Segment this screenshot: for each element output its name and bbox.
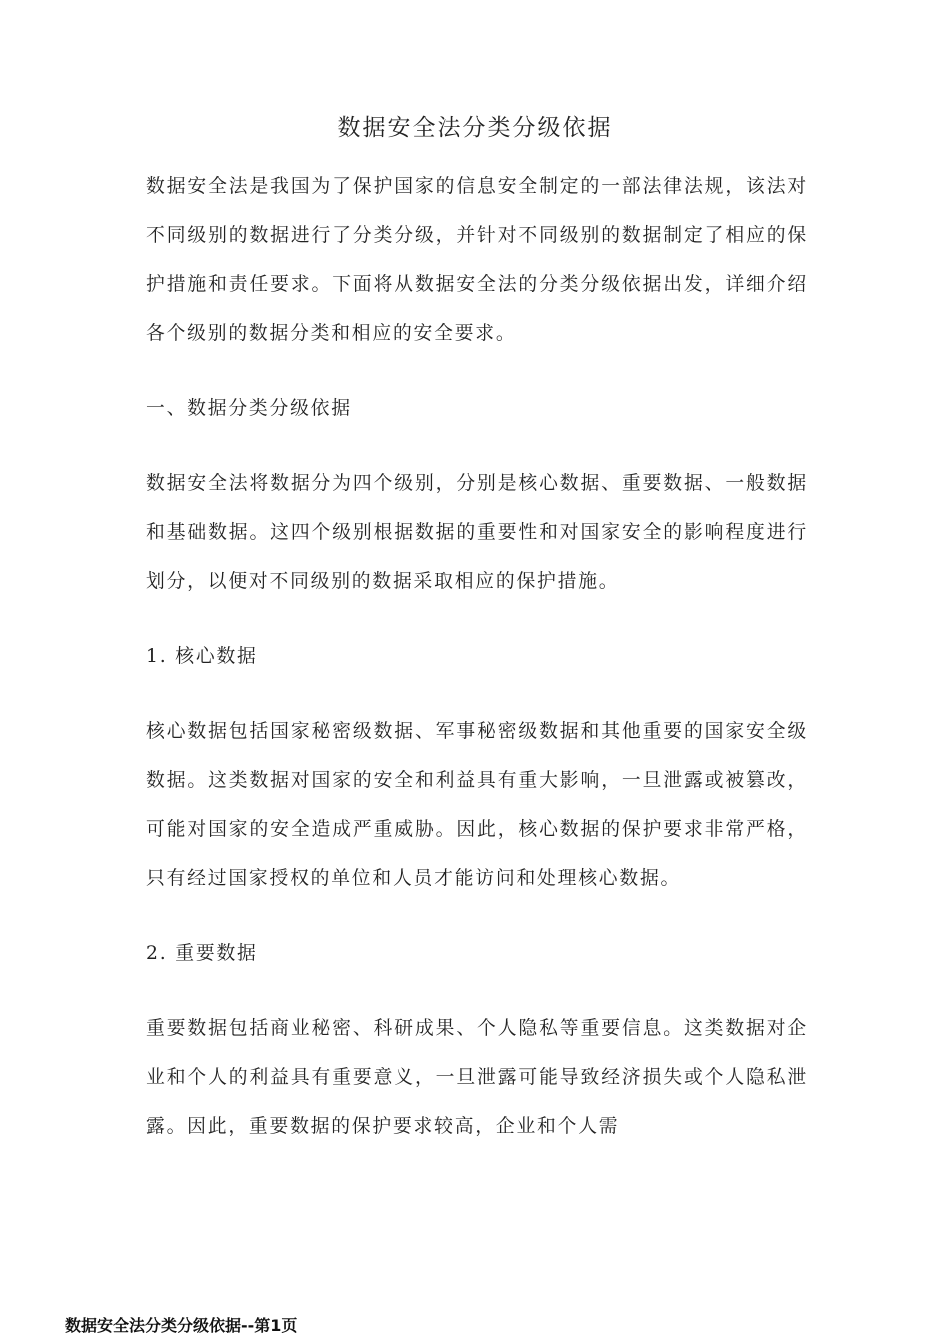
document-body bbox=[146, 162, 808, 1151]
intro-paragraph: 数据安全法是我国为了保护国家的信息安全制定的一部法律法规，该法对不同级别的数据进行了分类分级，并针对不同级别的数据制定了相应的保护措施和责任要求。下面将从数据安全法的分类分级依据出发，详细介绍各个级别的数据分类和相应的安全要求。 bbox=[146, 176, 808, 344]
paragraph-gap bbox=[146, 358, 808, 384]
item-paragraph-core-data: 核心数据包括国家秘密级数据、军事秘密级数据和其他重要的国家安全级数据。这类数据对国家的安全和利益具有重大影响，一旦泄露或被篡改，可能对国家的安全造成严重威胁。因此，核心数据的保护要求非常严格，只有经过国家授权的单位和人员才能访问和处理核心数据。 bbox=[146, 721, 808, 889]
paragraph-gap bbox=[146, 606, 808, 632]
document-title: 数据安全法分类分级依据 bbox=[337, 115, 613, 141]
item-paragraph-important-data: 重要数据包括商业秘密、科研成果、个人隐私等重要信息。这类数据对企业和个人的利益具有重要意义，一旦泄露可能导致经济损失或个人隐私泄露。因此，重要数据的保护要求较高，企业和个人需 bbox=[146, 1018, 808, 1137]
section-heading: 一、数据分类分级依据 bbox=[146, 398, 352, 419]
paragraph-gap bbox=[146, 433, 808, 459]
section-paragraph: 数据安全法将数据分为四个级别，分别是核心数据、重要数据、一般数据和基础数据。这四个级别根据数据的重要性和对国家安全的影响程度进行划分，以便对不同级别的数据采取相应的保护措施。 bbox=[146, 473, 808, 592]
item-heading-core-data: 1. 核心数据 bbox=[146, 646, 258, 667]
page-footer: 数据安全法分类分级依据--第1页 bbox=[65, 1316, 298, 1335]
item-heading-important-data: 2. 重要数据 bbox=[146, 943, 258, 964]
paragraph-gap bbox=[146, 681, 808, 707]
paragraph-gap bbox=[146, 978, 808, 1004]
paragraph-gap bbox=[146, 903, 808, 929]
